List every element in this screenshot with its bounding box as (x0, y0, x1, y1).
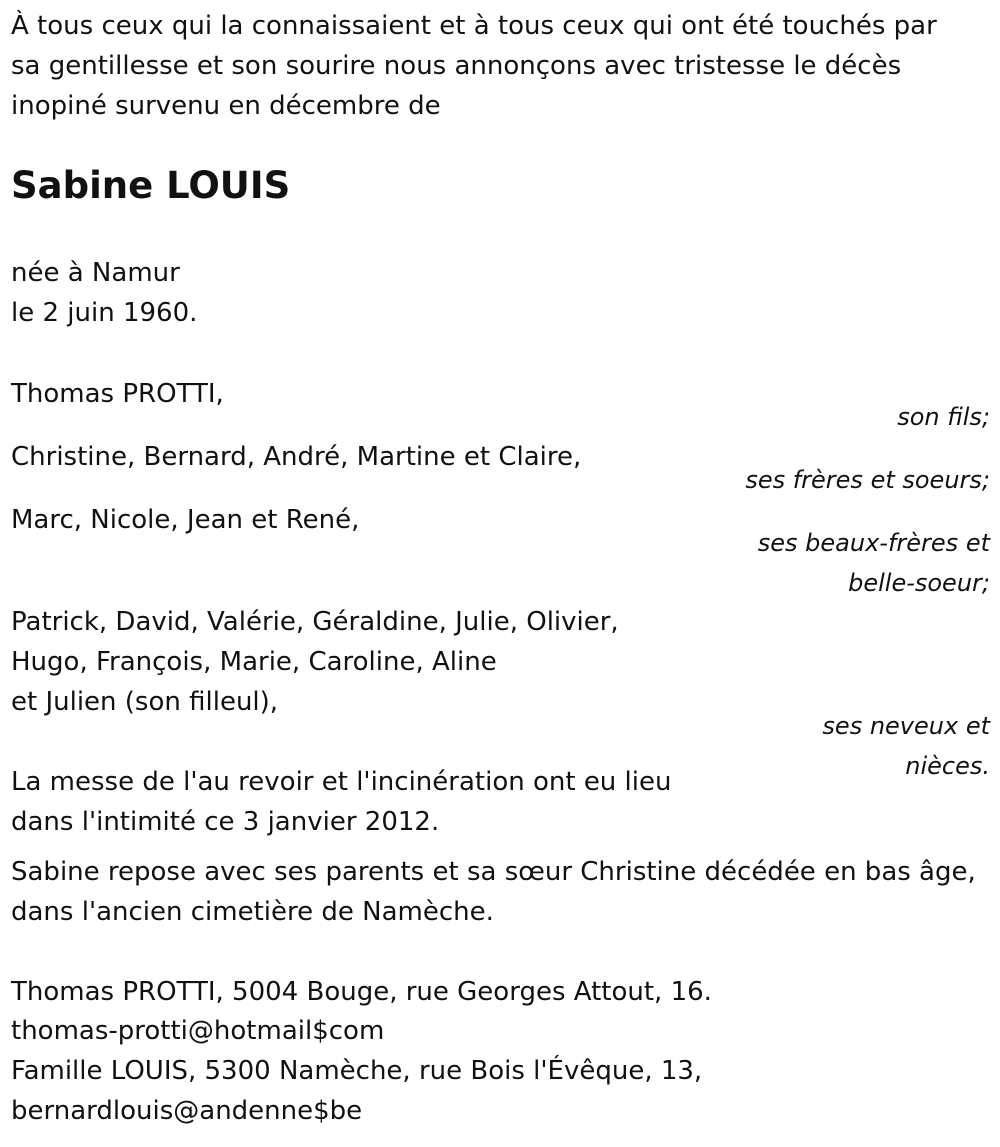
contact-line-4: bernardlouis@andenne$be (11, 1096, 363, 1126)
family-inlaws-relation-line-1: ses beaux-frères et (757, 529, 990, 557)
contact-line-1: Thomas PROTTI, 5004 Bouge, rue Georges Attout, 16. (11, 977, 712, 1007)
family-siblings-names: Christine, Bernard, André, Martine et Claire, (11, 442, 582, 472)
intro-line-3: inopiné survenu en décembre de (11, 91, 441, 121)
family-inlaws-names: Marc, Nicole, Jean et René, (11, 505, 360, 535)
contact-line-2: thomas-protti@hotmail$com (11, 1016, 385, 1046)
ceremony-line-2: dans l'intimité ce 3 janvier 2012. (11, 807, 440, 837)
family-nephews-names-line-2: Hugo, François, Marie, Caroline, Aline (11, 647, 497, 677)
birth-place: née à Namur (11, 258, 180, 288)
intro-line-2: sa gentillesse et son sourire nous annonçons avec tristesse le décès (11, 51, 902, 81)
birth-date: le 2 juin 1960. (11, 298, 198, 328)
family-son-relation: son fils; (897, 403, 990, 431)
family-son-names: Thomas PROTTI, (11, 379, 224, 409)
resting-line-2: dans l'ancien cimetière de Namèche. (11, 897, 494, 927)
deceased-name: Sabine LOUIS (11, 164, 291, 207)
ceremony-line-1: La messe de l'au revoir et l'incinération ont eu lieu (11, 767, 672, 797)
contact-line-3: Famille LOUIS, 5300 Namèche, rue Bois l'Évêque, 13, (11, 1056, 703, 1086)
family-nephews-names-line-3: et Julien (son filleul), (11, 687, 279, 717)
family-nephews-names-line-1: Patrick, David, Valérie, Géraldine, Julie, Olivier, (11, 607, 619, 637)
intro-line-1: À tous ceux qui la connaissaient et à tous ceux qui ont été touchés par (11, 11, 937, 41)
family-siblings-relation: ses frères et soeurs; (745, 466, 990, 494)
resting-line-1: Sabine repose avec ses parents et sa sœur Christine décédée en bas âge, (11, 857, 976, 887)
family-inlaws-relation-line-2: belle-soeur; (848, 569, 990, 597)
family-nephews-relation-line-1: ses neveux et (822, 712, 990, 740)
family-nephews-relation-line-2: nièces. (905, 752, 990, 780)
